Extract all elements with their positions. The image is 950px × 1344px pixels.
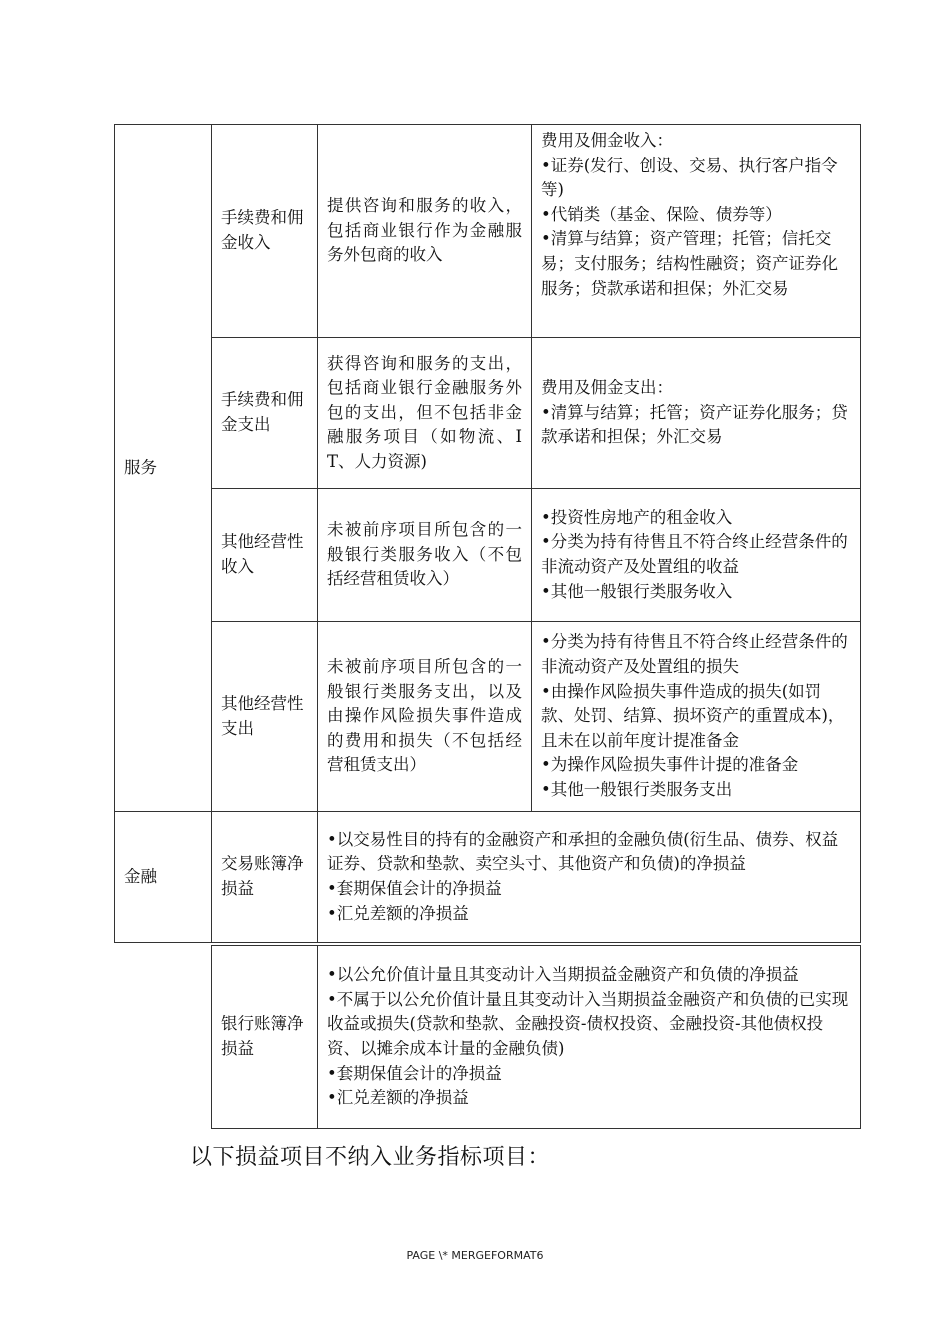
detail-line: •汇兑差额的净损益 bbox=[327, 903, 469, 923]
detail-cell bbox=[318, 812, 861, 943]
item-cell: 其他经营性收入 bbox=[212, 489, 318, 622]
definition-cell: 未被前序项目所包含的一般银行类服务支出，以及由操作风险损失事件造成的费用和损失（不包括经营租赁支出） bbox=[318, 622, 532, 812]
detail-line: •代销类（基金、保险、债券等） bbox=[541, 204, 782, 224]
section-heading: 以下损益项目不纳入业务指标项目： bbox=[190, 1145, 551, 1170]
indicator-table bbox=[114, 124, 861, 943]
table-row bbox=[115, 338, 861, 489]
item-cell: 其他经营性支出 bbox=[212, 622, 318, 812]
detail-line: •由操作风险损失事件造成的损失(如罚款、处罚、结算、损坏资产的重置成本)，且未在以前年度计提准备金 bbox=[541, 681, 845, 750]
definition-cell: 未被前序项目所包含的一般银行类服务收入（不包括经营租赁收入） bbox=[318, 489, 532, 622]
table-row bbox=[115, 812, 861, 943]
indicator-table-continued bbox=[211, 945, 861, 1129]
table-row bbox=[212, 946, 861, 1129]
page-footer: PAGE \* MERGEFORMAT6 bbox=[406, 1249, 544, 1262]
table-row bbox=[115, 622, 861, 812]
table-row bbox=[115, 125, 861, 338]
detail-line: •其他一般银行类服务收入 bbox=[541, 581, 733, 601]
category-cell: 金融 bbox=[115, 812, 212, 943]
detail-line: •为操作风险损失事件计提的准备金 bbox=[541, 755, 799, 775]
detail-cell bbox=[532, 338, 861, 489]
detail-line: •套期保值会计的净损益 bbox=[327, 1063, 502, 1083]
detail-line: •分类为持有待售且不符合终止经营条件的非流动资产及处置组的损失 bbox=[541, 632, 848, 677]
detail-cell bbox=[532, 489, 861, 622]
detail-cell bbox=[532, 125, 861, 338]
detail-line: 费用及佣金支出： bbox=[541, 378, 673, 398]
detail-line: •以公允价值计量且其变动计入当期损益金融资产和负债的净损益 bbox=[327, 965, 799, 985]
detail-line: •清算与结算；托管；资产证券化服务；贷款承诺和担保；外汇交易 bbox=[541, 402, 848, 447]
detail-line: •汇兑差额的净损益 bbox=[327, 1088, 469, 1108]
detail-line: •套期保值会计的净损益 bbox=[327, 879, 502, 898]
item-cell: 交易账簿净损益 bbox=[212, 812, 318, 943]
item-cell: 银行账簿净损益 bbox=[212, 946, 318, 1129]
detail-line: •证券(发行、创设、交易、执行客户指令等) bbox=[541, 155, 838, 200]
item-cell: 手续费和佣金收入 bbox=[212, 125, 318, 338]
detail-line: •其他一般银行类服务支出 bbox=[541, 779, 733, 799]
table-row bbox=[115, 489, 861, 622]
detail-line: •不属于以公允价值计量且其变动计入当期损益金融资产和负债的已实现收益或损失(贷款和垫款、金融投资-债权投资、金融投资-其他债权投资、以摊余成本计量的金融负债) bbox=[327, 989, 849, 1058]
detail-line: 费用及佣金收入： bbox=[541, 131, 673, 150]
detail-line: •分类为持有待售且不符合终止经营条件的非流动资产及处置组的收益 bbox=[541, 532, 848, 576]
detail-cell bbox=[532, 622, 861, 812]
detail-line: •以交易性目的持有的金融资产和承担的金融负债(衍生品、债券、权益证券、贷款和垫款、卖空头寸、其他资产和负债)的净损益 bbox=[327, 829, 839, 874]
category-cell: 服务 bbox=[115, 125, 212, 812]
detail-line: •清算与结算；资产管理；托管；信托交易；支付服务；结构性融资；资产证券化服务；贷款承诺和担保；外汇交易 bbox=[541, 229, 838, 298]
item-cell: 手续费和佣金支出 bbox=[212, 338, 318, 489]
definition-cell: 获得咨询和服务的支出，包括商业银行金融服务外包的支出，但不包括非金融服务项目（如物流、IT、人力资源) bbox=[318, 338, 532, 489]
detail-line: •投资性房地产的租金收入 bbox=[541, 507, 733, 527]
definition-cell: 提供咨询和服务的收入，包括商业银行作为金融服务外包商的收入 bbox=[318, 125, 532, 338]
detail-cell bbox=[318, 946, 861, 1129]
